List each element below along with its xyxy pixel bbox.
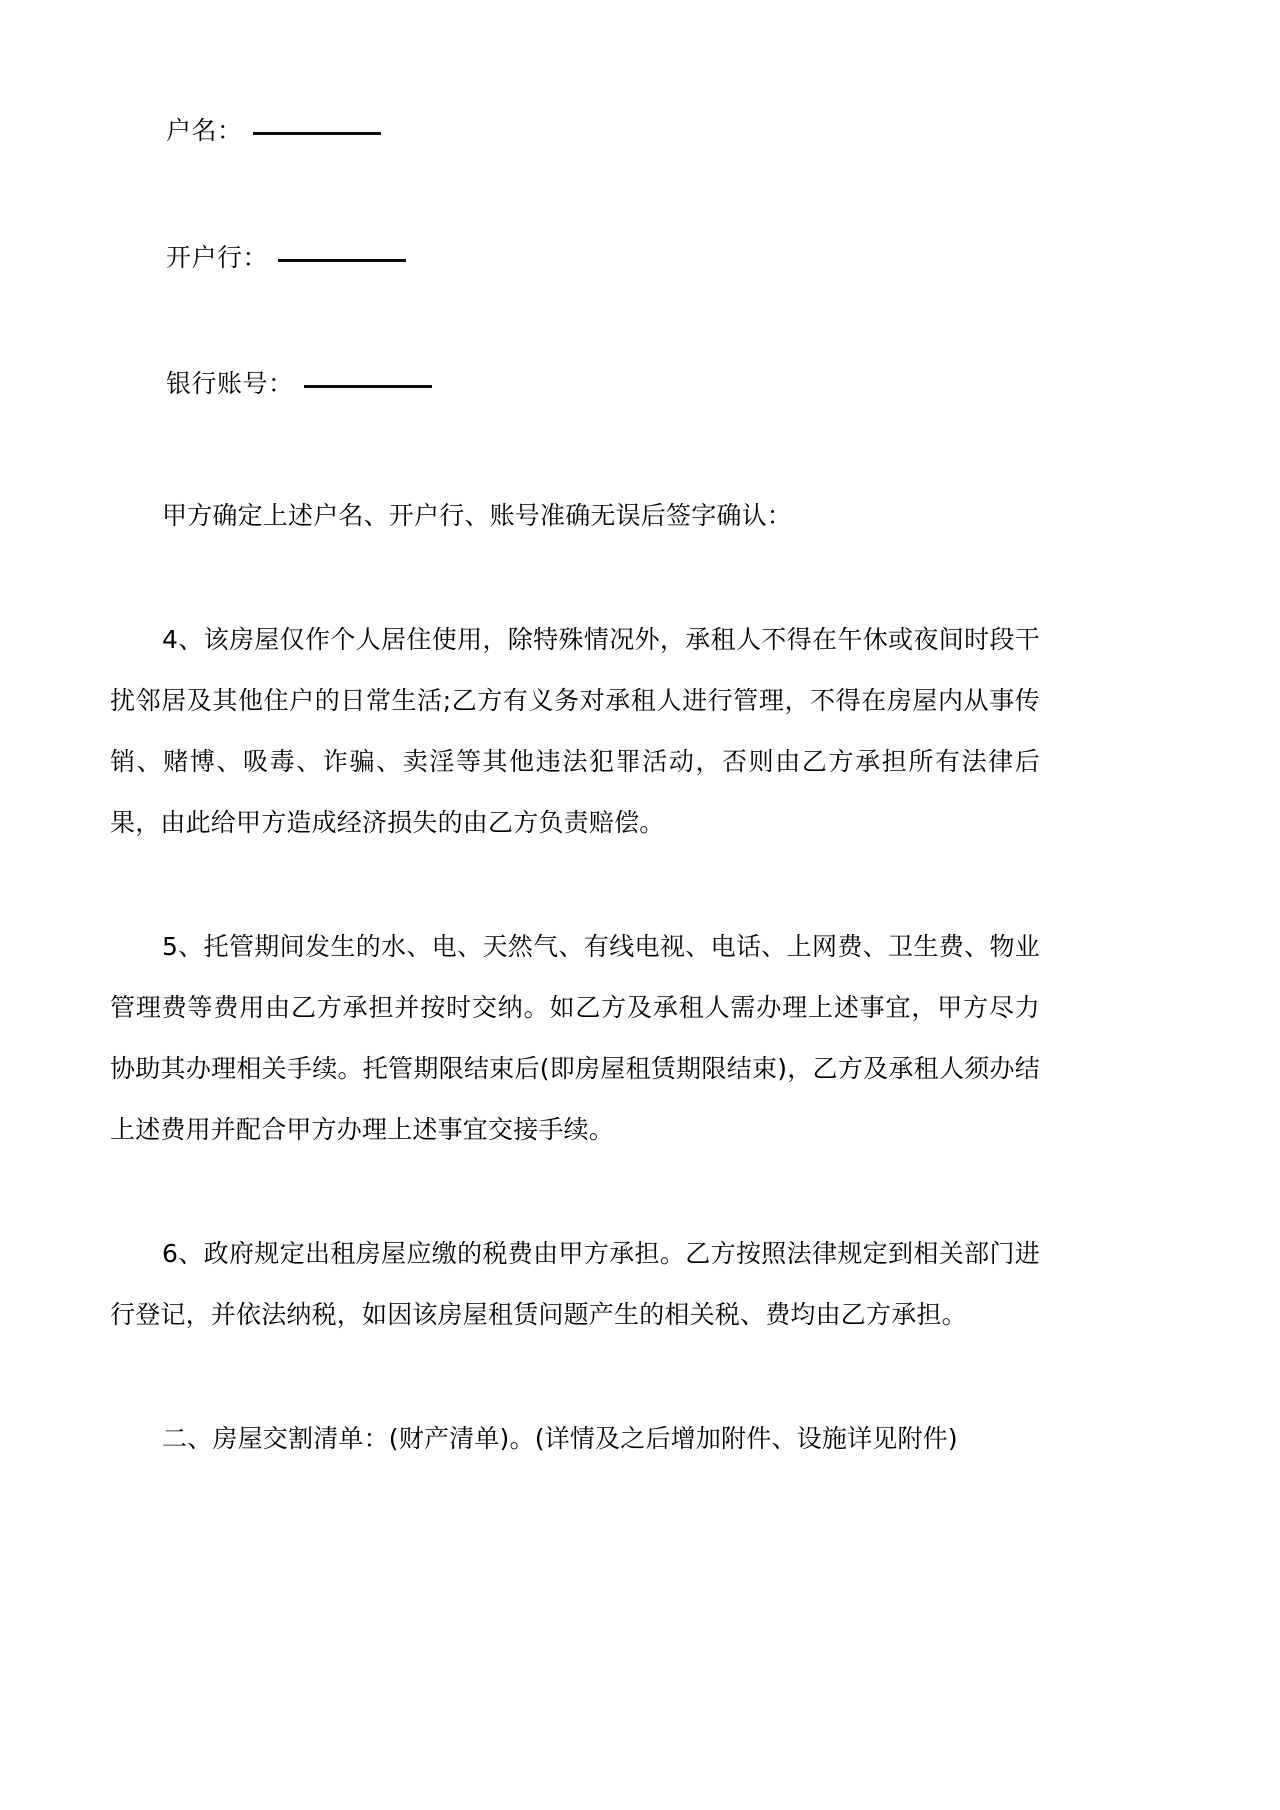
field-blank-opening-bank[interactable] [278,259,406,262]
clause-4-number: 4、 [162,624,204,654]
clause-6-number: 6、 [162,1238,204,1268]
clause-5-text: 托管期间发生的水、电、天然气、有线电视、电话、上网费、卫生费、物业管理费等费用由乙方承担并按时交纳。如乙方及承租人需办理上述事宜，甲方尽力协助其办理相关手续。托管期限结束后(即房屋租赁期限结束)，乙方及承租人须办结上述费用并配合甲方办理上述事宜交接手续。 [110,931,1040,1144]
clause-5-number: 5、 [162,931,204,961]
field-blank-bank-account-number[interactable] [304,385,432,388]
field-label-bank-account-number: 银行账号： [166,369,294,398]
clause-6-text: 政府规定出租房屋应缴的税费由甲方承担。乙方按照法律规定到相关部门进行登记，并依法纳税，如因该房屋租赁问题产生的相关税、费均由乙方承担。 [110,1238,1040,1329]
clause-4-text: 该房屋仅作个人居住使用，除特殊情况外，承租人不得在午休或夜间时段干扰邻居及其他住户的日常生活;乙方有义务对承租人进行管理，不得在房屋内从事传销、赌博、吸毒、诈骗、卖淫等其他违法犯罪活动，否则由乙方承担所有法律后果，由此给甲方造成经济损失的由乙方负责赔偿。 [110,624,1040,837]
field-row-opening-bank [110,239,1040,277]
section-heading-2: 二、房屋交割清单：(财产清单)。(详情及之后增加附件、设施详见附件) [162,1423,958,1453]
field-row-account-name [110,112,1040,150]
field-row-bank-account-number [110,365,1040,403]
clause-6 [110,1223,1040,1345]
confirmation-line: 甲方确定上述户名、开户行、账号准确无误后签字确认： [162,500,793,530]
field-label-opening-bank: 开户行： [166,242,269,272]
clause-5 [110,916,1040,1160]
clause-4 [110,609,1040,853]
document-body [110,0,1040,1494]
field-label-account-name: 户名： [166,116,243,145]
field-blank-account-name[interactable] [253,132,381,135]
